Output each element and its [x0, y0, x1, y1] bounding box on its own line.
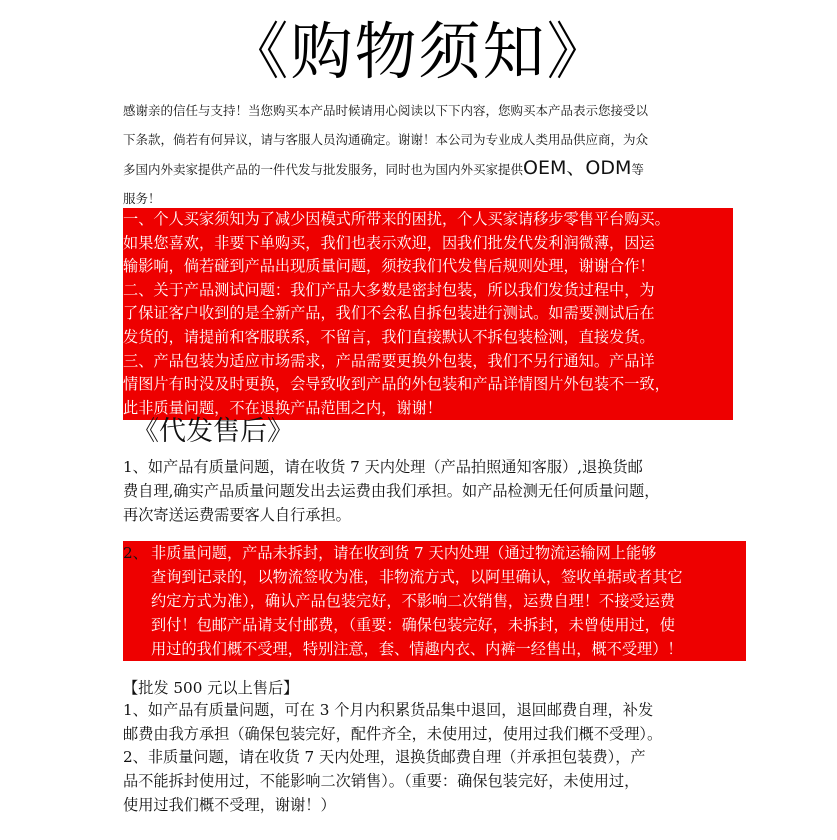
notice-line: 二、关于产品测试问题：我们产品大多数是密封包装，所以我们发货过程中，为 — [123, 280, 655, 299]
after-sale-line: 到付！包邮产品请支付邮费，（重要：确保包装完好，未拆封，未曾使用过，使 — [151, 616, 675, 634]
intro-line-3 — [123, 154, 723, 184]
intro-line-4: 服务！ — [123, 191, 161, 206]
intro-line-3-suffix: 等 — [631, 162, 644, 177]
intro-paragraph — [123, 96, 723, 213]
section-title-after-sale: 《代发售后》 — [132, 416, 294, 447]
page-title: 《购物须知》 — [226, 15, 611, 88]
notice-line: 如果您喜欢，非要下单购买，我们也表示欢迎，因我们批发代发利润微薄，因运 — [123, 233, 655, 252]
notice-line: 了保证客户收到的是全新产品，我们不会私自拆包装进行测试。如需要测试后在 — [123, 304, 655, 323]
after-sale-line: 费自理,确实产品质量问题发出去运费由我们承担。如产品检测无任何质量问题， — [123, 482, 660, 500]
intro-line-3-text: 多国内外卖家提供产品的一件代发与批发服务，同时也为国内外买家提供 — [123, 162, 524, 177]
buyer-notice-highlight — [123, 208, 733, 420]
bulk-line: 使用过我们概不受理，谢谢！） — [123, 796, 336, 814]
notice-line: 此非质量问题，不在退换产品范围之内，谢谢！ — [123, 398, 442, 417]
after-sale-item-2-highlight — [123, 541, 746, 661]
bulk-heading: 【批发 500 元以上售后】 — [123, 679, 299, 697]
after-sale-item-1 — [123, 455, 723, 527]
bulk-line: 品不能拆封使用过，不能影响二次销售）。（重要：确保包装完好，未使用过， — [123, 772, 640, 790]
bulk-item-2 — [123, 745, 723, 817]
intro-line-1: 感谢亲的信任与支持！当您购买本产品时候请用心阅读以下下内容，您购买本产品表示您接受以 — [123, 103, 649, 118]
intro-line-2: 下条款，倘若有何异议，请与客服人员沟通确定。谢谢！本公司为专业成人类用品供应商，为众 — [123, 132, 649, 147]
after-sale-line: 1、如产品有质量问题，请在收货 7 天内处理（产品拍照通知客服）,退换货邮 — [123, 458, 643, 476]
notice-line: 一、个人买家须知为了减少因模式所带来的困扰，个人买家请移步零售平台购买。 — [123, 210, 670, 228]
bulk-line: 2、非质量问题，请在收货 7 天内处理，退换货邮费自理（并承担包装费），产 — [123, 748, 646, 766]
notice-line: 情图片有时没及时更换，会导致收到产品的外包装和产品详情图片外包装不一致， — [123, 375, 670, 394]
bulk-item-1 — [123, 698, 723, 746]
after-sale-line: 查询到记录的，以物流签收为准，非物流方式，以阿里确认，签收单据或者其它 — [151, 568, 683, 586]
notice-line: 输影响，倘若碰到产品出现质量问题，须按我们代发售后规则处理，谢谢合作！ — [123, 257, 655, 276]
after-sale-line: 再次寄送运费需要客人自行承担。 — [123, 506, 351, 524]
notice-line: 发货的，请提前和客服联系，不留言，我们直接默认不拆包装检测，直接发货。 — [123, 327, 655, 346]
after-sale-line: 非质量问题，产品未拆封，请在收到货 7 天内处理（通过物流运输网上能够 — [151, 544, 657, 562]
after-sale-item-2-number: 2、 — [123, 544, 148, 562]
bulk-line: 1、如产品有质量问题，可在 3 个月内积累货品集中退回，退回邮费自理，补发 — [123, 701, 654, 719]
notice-line: 三、产品包装为适应市场需求，产品需要更换外包装，我们不另行通知。产品详 — [123, 351, 655, 370]
after-sale-line: 用过的我们概不受理，特别注意，套、情趣内衣、内裤一经售出，概不受理）！ — [151, 640, 683, 658]
bulk-line: 邮费由我方承担（确保包装完好，配件齐全，未使用过，使用过我们概不受理）。 — [123, 725, 663, 743]
after-sale-line: 约定方式为准），确认产品包装完好，不影响二次销售，运费自理！不接受运费 — [151, 592, 675, 610]
oem-odm-text: OEM、ODM — [523, 157, 632, 179]
